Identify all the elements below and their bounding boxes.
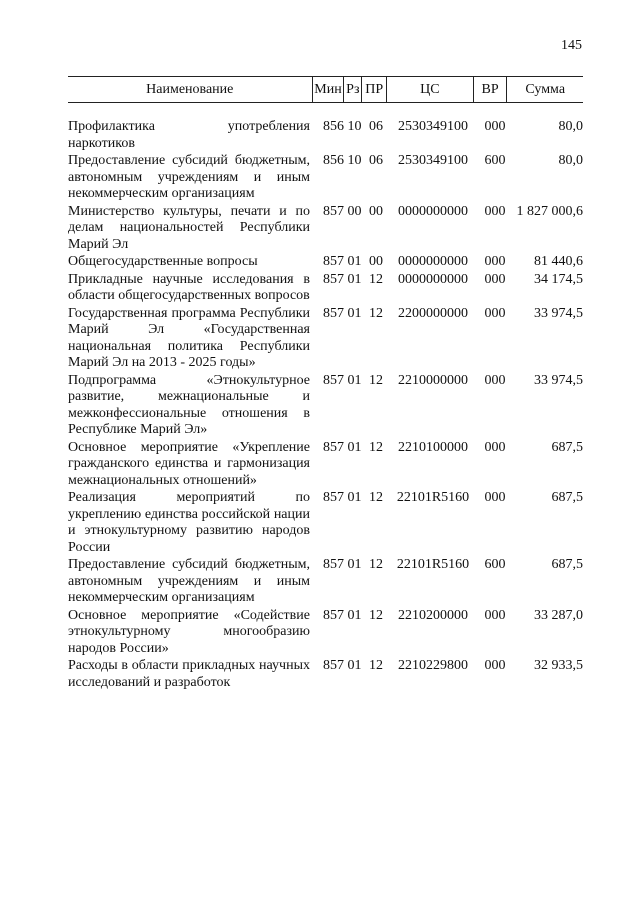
header-sum: Сумма <box>525 81 566 97</box>
row-codes <box>310 658 583 691</box>
row-cs: 0000000000 <box>398 254 468 269</box>
row-sum: 687,5 <box>551 557 583 572</box>
row-codes <box>310 373 583 439</box>
row-pr: 00 <box>369 254 383 269</box>
row-vr: 000 <box>484 658 506 673</box>
header-pr: ПР <box>362 77 387 102</box>
row-name: Предоставление субсидий бюджетным, автономным учреждениям и иным некоммерческим организациям <box>68 557 310 605</box>
table-row <box>68 272 583 305</box>
row-sum: 33 974,5 <box>534 372 583 388</box>
row-rz: 01 <box>347 271 362 287</box>
row-min: 857 <box>323 271 344 287</box>
row-cs: 2210100000 <box>398 439 468 455</box>
row-min: 857 <box>323 305 344 321</box>
row-min: 856 <box>323 153 344 168</box>
row-sum: 687,5 <box>551 439 583 455</box>
row-rz: 01 <box>347 254 362 269</box>
table-row <box>68 254 583 271</box>
row-codes <box>310 440 583 490</box>
table-header <box>68 76 583 103</box>
row-sum: 32 933,5 <box>534 658 583 673</box>
table-row <box>68 119 583 152</box>
row-pr: 00 <box>369 203 383 219</box>
row-name: Основное мероприятие «Содействие этнокультурному многообразию народов России» <box>68 607 310 656</box>
row-codes <box>310 153 583 203</box>
row-name: Общегосударственные вопросы <box>68 254 258 269</box>
row-vr: 000 <box>484 372 506 388</box>
row-codes <box>310 306 583 372</box>
row-name: Прикладные научные исследования в области общегосударственных вопросов <box>68 271 310 303</box>
row-name: Основное мероприятие «Укрепление гражданского единства и гармонизация межнациональных отношений» <box>68 439 310 488</box>
row-vr: 000 <box>484 607 506 623</box>
row-rz: 01 <box>347 658 362 673</box>
row-pr: 12 <box>369 607 383 623</box>
row-codes <box>310 119 583 152</box>
row-rz: 01 <box>347 439 362 455</box>
row-min: 857 <box>323 439 344 455</box>
row-vr: 000 <box>484 271 506 287</box>
row-name: Реализация мероприятий по укреплению единства российской нации и этнокультурному развитию народов России <box>68 490 310 555</box>
row-cs: 2210200000 <box>398 607 468 623</box>
table-row <box>68 440 583 490</box>
row-min: 857 <box>323 490 344 505</box>
row-codes <box>310 490 583 556</box>
row-min: 857 <box>323 203 344 219</box>
row-codes <box>310 254 583 271</box>
table-row <box>68 658 583 691</box>
row-name: Министерство культуры, печати и по делам национальностей Республики Марий Эл <box>68 203 310 252</box>
row-vr: 000 <box>484 203 506 219</box>
row-pr: 12 <box>369 557 383 572</box>
row-min: 857 <box>323 254 344 269</box>
row-pr: 12 <box>369 305 383 321</box>
table-body <box>68 119 583 692</box>
row-pr: 06 <box>369 153 383 168</box>
row-name: Предоставление субсидий бюджетным, автономным учреждениям и иным некоммерческим организациям <box>68 153 310 201</box>
row-rz: 01 <box>347 372 362 388</box>
row-codes <box>310 557 583 607</box>
row-cs: 22101R5160 <box>396 557 470 572</box>
table-row <box>68 204 583 254</box>
row-cs: 2210000000 <box>398 372 468 388</box>
row-vr: 000 <box>484 439 506 455</box>
row-pr: 12 <box>369 439 383 455</box>
header-rz: Рз <box>344 77 362 102</box>
row-vr: 600 <box>484 153 506 168</box>
row-min: 857 <box>323 372 344 388</box>
row-cs: 2530349100 <box>398 119 468 134</box>
row-cs: 0000000000 <box>398 203 468 219</box>
row-cs: 2530349100 <box>398 153 468 168</box>
row-rz: 01 <box>347 557 362 572</box>
row-sum: 80,0 <box>558 153 583 168</box>
row-sum: 33 974,5 <box>534 305 583 321</box>
row-name: Подпрограмма «Этнокультурное развитие, межнациональные и межконфессиональные отношения в Республике Марий Эл» <box>68 372 310 437</box>
row-min: 857 <box>323 607 344 623</box>
header-vr: ВР <box>474 77 508 102</box>
row-vr: 000 <box>484 305 506 321</box>
row-codes <box>310 272 583 305</box>
row-codes <box>310 204 583 254</box>
row-min: 857 <box>323 557 344 572</box>
row-rz: 00 <box>347 203 362 219</box>
table-row <box>68 373 583 439</box>
row-name: Расходы в области прикладных научных исследований и разработок <box>68 658 310 690</box>
header-cs: ЦС <box>387 77 474 102</box>
row-vr: 000 <box>484 254 506 269</box>
row-rz: 01 <box>347 607 362 623</box>
header-min: Мин <box>313 77 345 102</box>
row-rz: 10 <box>347 119 362 134</box>
row-pr: 12 <box>369 372 383 388</box>
row-rz: 01 <box>347 490 362 505</box>
table-row <box>68 306 583 372</box>
row-name: Государственная программа Республики Марий Эл «Государственная национальная политика Республики Марий Эл на 2013 - 2025 годы» <box>68 305 310 370</box>
row-pr: 06 <box>369 119 383 134</box>
row-cs: 22101R5160 <box>396 490 470 505</box>
page-number: 145 <box>561 38 582 53</box>
row-name: Профилактика употребления наркотиков <box>68 119 310 151</box>
row-sum: 80,0 <box>558 119 583 134</box>
table-row <box>68 490 583 556</box>
row-rz: 10 <box>347 153 362 168</box>
table-row <box>68 608 583 658</box>
row-cs: 2200000000 <box>398 305 468 321</box>
row-vr: 000 <box>484 119 506 134</box>
header-name: Наименование <box>68 77 313 102</box>
row-cs: 2210229800 <box>398 658 468 673</box>
row-pr: 12 <box>369 271 383 287</box>
row-pr: 12 <box>369 658 383 673</box>
row-sum: 33 287,0 <box>534 607 583 623</box>
row-codes <box>310 608 583 658</box>
row-vr: 600 <box>484 557 506 572</box>
table-row <box>68 153 583 203</box>
row-cs: 0000000000 <box>398 271 468 287</box>
row-sum: 81 440,6 <box>534 254 583 269</box>
row-sum: 1 827 000,6 <box>516 203 583 219</box>
table-row <box>68 557 583 607</box>
row-vr: 000 <box>484 490 506 505</box>
row-sum: 687,5 <box>551 490 583 505</box>
row-sum: 34 174,5 <box>534 271 583 287</box>
row-rz: 01 <box>347 305 362 321</box>
row-min: 856 <box>323 119 344 134</box>
row-pr: 12 <box>369 490 383 505</box>
row-min: 857 <box>323 658 344 673</box>
